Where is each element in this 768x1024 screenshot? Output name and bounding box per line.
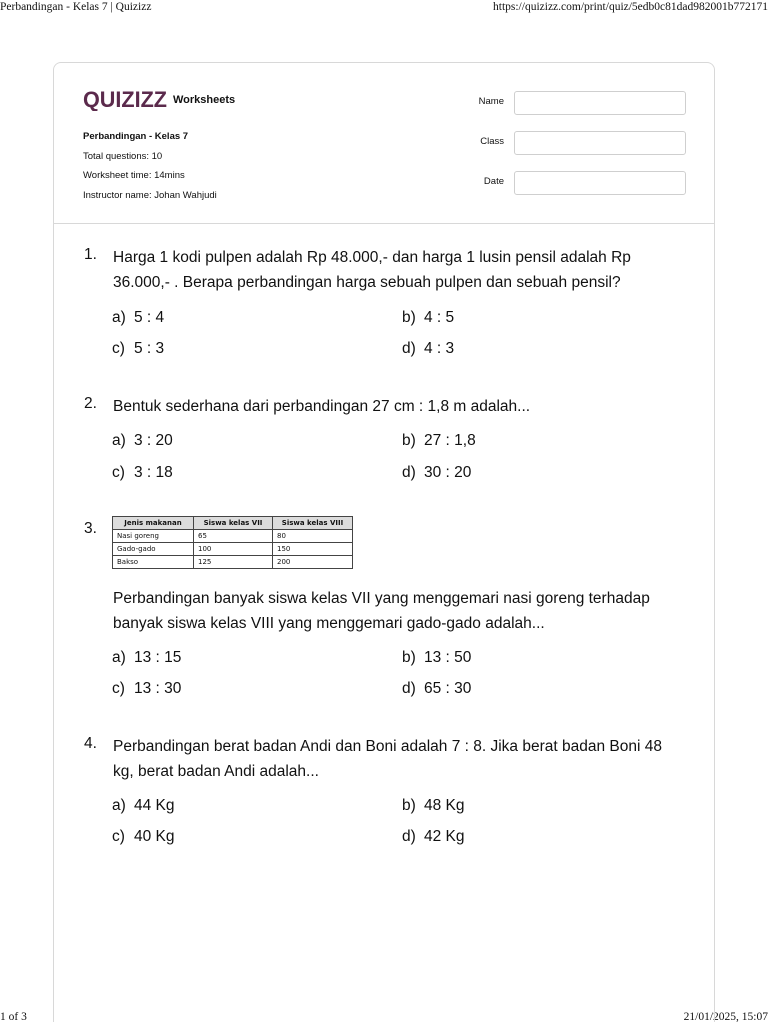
question-number: 4. (84, 735, 97, 752)
option-key: d) (402, 828, 416, 845)
table-cell: 80 (273, 530, 353, 543)
option-text: 40 Kg (134, 828, 175, 845)
option-key: d) (402, 680, 416, 697)
option-text: 4 : 5 (424, 309, 455, 326)
option-key: a) (112, 797, 126, 814)
name-field-row (454, 91, 686, 115)
option-a (112, 309, 164, 327)
option-key: b) (402, 797, 416, 814)
table-cell: 150 (273, 543, 353, 556)
option-text: 13 : 30 (134, 680, 182, 697)
option-a (112, 797, 175, 815)
option-b (402, 309, 454, 327)
option-d (402, 464, 471, 482)
table-header: Siswa kelas VII (194, 517, 273, 530)
option-key: d) (402, 340, 416, 357)
quizizz-logo (83, 84, 235, 114)
table-cell: Bakso (113, 556, 194, 569)
option-text: 3 : 18 (134, 464, 173, 481)
name-input[interactable] (514, 91, 686, 115)
page-url[interactable]: https://quizizz.com/print/quiz/5edb0c81dad982001b772171 (493, 1, 768, 13)
name-label: Name (478, 96, 504, 107)
option-key: b) (402, 432, 416, 449)
quiz-meta (83, 127, 217, 205)
food-preference-table (112, 516, 353, 569)
option-d (402, 340, 454, 358)
option-key: b) (402, 309, 416, 326)
option-text: 4 : 3 (424, 340, 455, 357)
option-text: 5 : 3 (134, 340, 165, 357)
option-c (112, 828, 175, 846)
option-key: d) (402, 464, 416, 481)
table-cell: 200 (273, 556, 353, 569)
table-cell: 100 (194, 543, 273, 556)
option-key: c) (112, 340, 125, 357)
table-cell: Nasi goreng (113, 530, 194, 543)
option-text: 13 : 15 (134, 649, 182, 666)
table-header-row (113, 517, 353, 530)
option-key: c) (112, 828, 125, 845)
svg-text:QUIZIZZ: QUIZIZZ (83, 87, 167, 111)
option-key: a) (112, 432, 126, 449)
option-a (112, 649, 181, 667)
page-indicator: 1 of 3 (0, 1011, 27, 1023)
option-key: c) (112, 464, 125, 481)
option-c (112, 680, 181, 698)
option-text: 3 : 20 (134, 432, 173, 449)
worksheets-label: Worksheets (173, 94, 236, 106)
option-key: a) (112, 649, 126, 666)
class-label: Class (480, 136, 504, 147)
table-cell: 125 (194, 556, 273, 569)
question-text: Perbandingan banyak siswa kelas VII yang menggemari nasi goreng terhadap banyak siswa kelas VIII yang menggemari gado-gado adalah... (113, 590, 650, 632)
option-text: 48 Kg (424, 797, 465, 814)
option-a (112, 432, 173, 450)
instructor-name: Instructor name: Johan Wahjudi (83, 189, 217, 201)
table-row (113, 530, 353, 543)
option-key: c) (112, 680, 125, 697)
question-text: Perbandingan berat badan Andi dan Boni adalah 7 : 8. Jika berat badan Boni 48 kg, berat badan Andi adalah... (113, 738, 662, 780)
option-text: 65 : 30 (424, 680, 472, 697)
page-title: Perbandingan - Kelas 7 | Quizizz (0, 1, 152, 13)
question-text: Bentuk sederhana dari perbandingan 27 cm : 1,8 m adalah... (113, 398, 531, 415)
option-key: b) (402, 649, 416, 666)
question-text: Harga 1 kodi pulpen adalah Rp 48.000,- dan harga 1 lusin pensil adalah Rp 36.000,- . Berapa perbandingan harga sebuah pulpen dan sebuah pensil? (113, 249, 631, 291)
date-label: Date (483, 176, 504, 187)
option-text: 13 : 50 (424, 649, 472, 666)
option-d (402, 828, 465, 846)
option-b (402, 797, 465, 815)
table-header: Jenis makanan (113, 517, 194, 530)
date-field-row (454, 171, 686, 195)
table-cell: Gado-gado (113, 543, 194, 556)
date-input[interactable] (514, 171, 686, 195)
option-c (112, 340, 164, 358)
option-c (112, 464, 173, 482)
table-row (113, 543, 353, 556)
quizizz-wordmark (83, 87, 167, 111)
worksheet-time: Worksheet time: 14mins (83, 170, 185, 181)
table-row (113, 556, 353, 569)
option-text: 42 Kg (424, 828, 465, 845)
option-text: 44 Kg (134, 797, 175, 814)
print-header (0, 0, 768, 16)
quiz-title: Perbandingan - Kelas 7 (83, 131, 189, 142)
class-field-row (454, 131, 686, 155)
class-input[interactable] (514, 131, 686, 155)
question-number: 3. (84, 520, 97, 537)
option-d (402, 680, 471, 698)
worksheet-header (54, 63, 714, 224)
option-text: 5 : 4 (134, 309, 165, 326)
question-number: 1. (84, 246, 97, 263)
table-header: Siswa kelas VIII (273, 517, 353, 530)
total-questions: Total questions: 10 (83, 150, 163, 162)
question-number: 2. (84, 395, 97, 412)
option-text: 27 : 1,8 (424, 432, 476, 449)
option-b (402, 649, 471, 667)
option-b (402, 432, 476, 450)
option-key: a) (112, 309, 126, 326)
option-text: 30 : 20 (424, 464, 472, 481)
print-timestamp: 21/01/2025, 15:07 (683, 1011, 768, 1023)
table-cell: 65 (194, 530, 273, 543)
